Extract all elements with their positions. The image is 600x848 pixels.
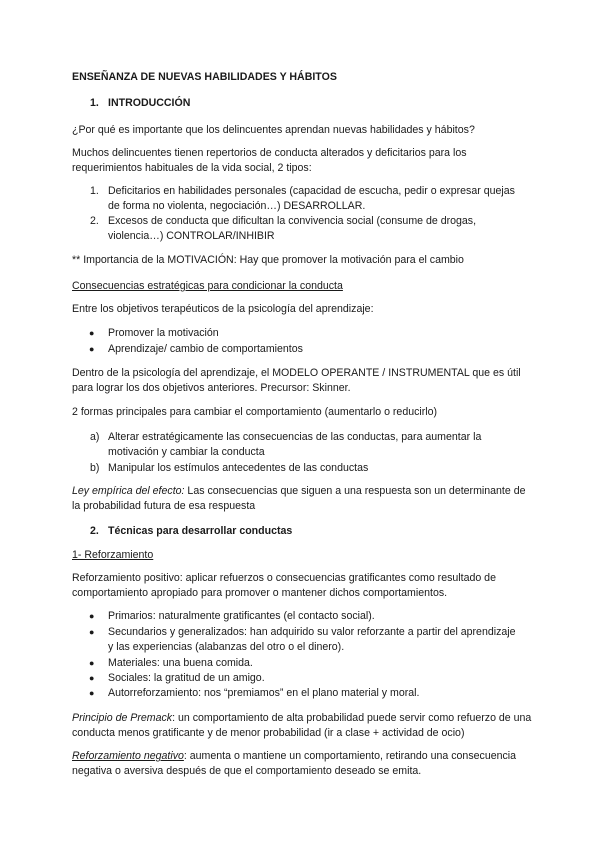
list-text: Excesos de conducta que dificultan la convivencia social (consume de drogas, violencia…) CONTROLAR/INHIBIR [108,215,477,242]
premack-text: : un comportamiento de alta probabilidad puede servir como refuerzo de una conducta menos gratificante y de menor probabilidad (ir a clase + actividad de ocio) [72,712,532,739]
list-item [72,609,532,624]
law-of-effect-text: Las consecuencias que siguen a una respuesta son un determinante de la probabilidad futura de esa respuesta [72,485,526,512]
section-number: 1. [90,97,99,109]
objectives-intro: Entre los objetivos terapéuticos de la psicología del aprendizaje: [72,303,374,315]
negative-reinforcement-label: Reforzamiento negativo [72,750,184,762]
list-item [72,326,532,341]
list-item [72,342,532,357]
list-item [72,656,532,671]
subheading-consequences: Consecuencias estratégicas para condicionar la conducta [72,280,343,292]
bullet-icon: ● [89,611,95,621]
subheading-reinforcement: 1- Reforzamiento [72,549,154,561]
list-text: Secundarios y generalizados: han adquirido su valor reforzante a partir del aprendizaje y las experiencias (alabanzas del otro o el dinero). [108,626,516,653]
list-letter: a) [90,431,100,443]
negative-reinforcement-paragraph [72,749,532,779]
list-item [72,184,532,214]
bullet-icon: ● [89,627,95,637]
section-number: 2. [90,525,99,537]
list-item [72,430,532,460]
list-text: Promover la motivación [108,327,219,339]
list-letter: b) [90,462,100,474]
negative-reinforcement-text: : aumenta o mantiene un comportamiento, retirando una consecuencia negativa o aversiva después de que el comportamiento deseado se emita. [72,750,517,777]
section-title: Técnicas para desarrollar conductas [108,525,293,537]
list-item [72,214,532,244]
list-text: Autorreforzamiento: nos “premiamos” en el plano material y moral. [108,687,420,699]
law-of-effect-paragraph [72,484,532,514]
premack-label: Principio de Premack [72,712,173,724]
motivation-note: ** Importancia de la MOTIVACIÓN: Hay que promover la motivación para el cambio [72,254,464,266]
list-item [72,625,532,655]
positive-reinforcement-paragraph: Reforzamiento positivo: aplicar refuerzos o consecuencias gratificantes como resultado de comportamiento apropiado para promover o mantener dichos comportamientos. [72,572,496,599]
list-item [72,461,532,476]
list-text: Primarios: naturalmente gratificantes (el contacto social). [108,610,375,622]
operant-model-paragraph: Dentro de la psicología del aprendizaje, el MODELO OPERANTE / INSTRUMENTAL que es útil para lograr los dos objetivos anteriores. Precursor: Skinner. [72,367,521,394]
bullet-icon: ● [89,658,95,668]
bullet-icon: ● [89,673,95,683]
list-number: 1. [90,185,99,197]
question-paragraph: ¿Por qué es importante que los delincuentes aprendan nuevas habilidades y hábitos? [72,124,475,136]
bullet-icon: ● [89,688,95,698]
list-text: Manipular los estímulos antecedentes de las conductas [108,462,369,474]
law-of-effect-label: Ley empírica del efecto: [72,485,185,497]
list-text: Alterar estratégicamente las consecuencias de las conductas, para aumentar la motivación y cambiar la conducta [108,431,482,458]
list-text: Deficitarios en habilidades personales (capacidad de escucha, pedir o expresar quejas de forma no violenta, negociación…) DESARROLLAR. [108,185,515,212]
bullet-icon: ● [89,344,95,354]
list-number: 2. [90,215,99,227]
list-text: Sociales: la gratitud de un amigo. [108,672,265,684]
bullet-icon: ● [89,328,95,338]
premack-paragraph [72,711,532,741]
intro-paragraph: Muchos delincuentes tienen repertorios de conducta alterados y deficitarios para los requerimientos habituales de la vida social, 2 tipos: [72,147,467,174]
section-title: INTRODUCCIÓN [108,97,191,109]
two-ways-paragraph: 2 formas principales para cambiar el comportamiento (aumentarlo o reducirlo) [72,406,438,418]
document-title: ENSEÑANZA DE NUEVAS HABILIDADES Y HÁBITOS [72,71,337,83]
list-item [72,686,532,701]
list-text: Aprendizaje/ cambio de comportamientos [108,343,303,355]
list-text: Materiales: una buena comida. [108,657,253,669]
list-item [72,671,532,686]
